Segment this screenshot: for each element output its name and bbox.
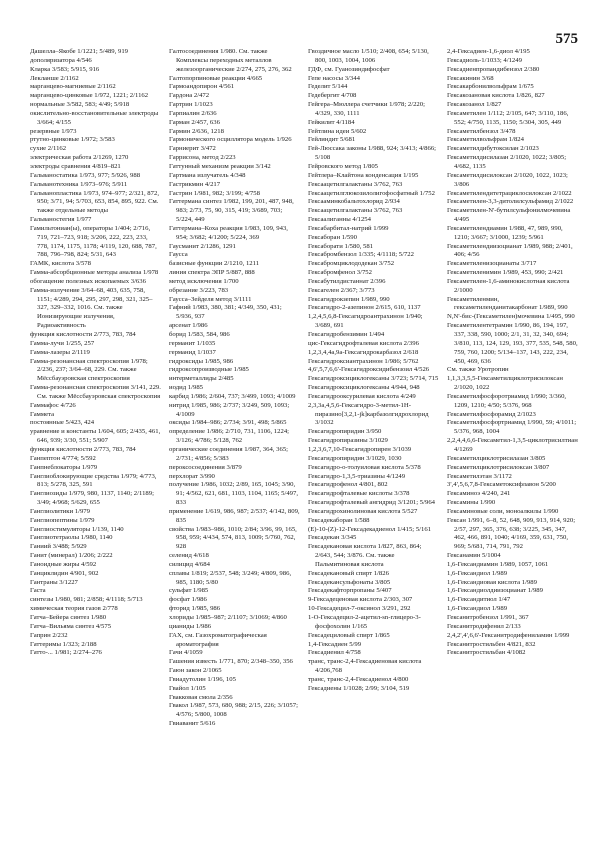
index-entry: сульфат 1/985 bbox=[169, 587, 209, 595]
index-entry: (E)-10-(Z)-12-Гексадекадиенол 1/415; 5/161 bbox=[308, 525, 432, 533]
index-entry: Ганпептон 4/774; 5/592 bbox=[30, 454, 96, 462]
index-entry: Гексагидропиридин 3/1029, 1030 bbox=[308, 454, 402, 462]
index-entry: Гексаметилен-N'-бутилсульфонилмочевина 4/495 bbox=[447, 207, 571, 224]
index-entry: Гейкилит 4/1184 bbox=[308, 118, 355, 126]
index-entry: Гейтлера–Клайтона конденсация 1/195 bbox=[308, 171, 419, 179]
index-entry: Гексаметилендитетрациклосилоксан 2/1022 bbox=[447, 189, 572, 197]
index-entry: Гексагидрооксурилевая кислота 4/249 bbox=[308, 392, 416, 400]
index-entry: линия спектра ЭПР 5/887, 888 bbox=[169, 269, 255, 277]
index-entry: Гексадекановая кислота 1/827, 863, 864; 2/643, 544; 3/876. См. также Пальмитиновая кислота bbox=[308, 543, 422, 568]
index-entry: Гаусса bbox=[169, 251, 188, 259]
index-entry: Гаттунный механизм реакции 3/142 bbox=[169, 162, 271, 170]
index-entry: гидроксиды 1/985, 986 bbox=[169, 357, 234, 365]
index-entry: Гексаметилциклотрисилазан 3/805 bbox=[447, 454, 546, 462]
index-entry: Гексаминовые соли, моноалкилы 1/990 bbox=[447, 507, 559, 515]
index-entry: Ганглиостимуляторы 1/139, 1140 bbox=[30, 525, 124, 533]
page-number: 575 bbox=[555, 31, 578, 47]
index-entry: Гексагидрокзепин 1/989, 990 bbox=[308, 295, 390, 303]
index-entry: оксиды 1/984–986; 2/734; 3/91, 498; 5/865 bbox=[169, 419, 287, 427]
index-entry: дополяризатора 4/546 bbox=[30, 56, 92, 64]
index-entry: нормальные 3/582, 583; 4/49; 5/918 bbox=[30, 101, 130, 109]
index-entry: Гексакозановая кислота 1/826, 827 bbox=[447, 92, 545, 100]
index-entry: Гартмана излучатель 4/348 bbox=[169, 171, 246, 179]
index-entry: Гамма-резонансная спектроскопия 1/978; 2/236, 237; 3/64–68, 229. См. также Мёссбауэровская спектроскопия bbox=[30, 357, 148, 383]
index-entry: перхлорат 3/990 bbox=[169, 472, 215, 480]
index-entry: применение 1/619, 986, 987; 2/537; 4/142, 809, 835 bbox=[169, 507, 300, 524]
index-entry: обогащение полезных ископаемых 3/636 bbox=[30, 277, 146, 285]
index-entry: Гатча–Бейера синтез 1/980 bbox=[30, 614, 107, 621]
index-entry: Гепе насосы 3/344 bbox=[308, 74, 360, 82]
index-entry: Гексаметилдисилоксан 2/1020, 1022, 1023; 3/806 bbox=[447, 171, 568, 188]
index-entry: фторид 1/985, 986 bbox=[169, 605, 221, 613]
index-columns bbox=[30, 48, 578, 838]
index-entry: германид 1/1037 bbox=[169, 348, 216, 356]
index-entry: Гвайол 1/105 bbox=[169, 684, 206, 692]
index-entry: марганцево-магниевые 2/1162 bbox=[30, 83, 116, 91]
index-entry: Гексадекан 3/345 bbox=[308, 534, 357, 542]
index-entry: цианиды 1/986 bbox=[169, 622, 212, 630]
index-entry: N,N'-бис-(Гексаметилен)мочевина 1/495, 990 bbox=[447, 313, 575, 321]
index-entry: 1,6-Гександиол 1/989 bbox=[447, 605, 508, 613]
index-entry: Гексабарбитал-натрий 1/999 bbox=[308, 224, 389, 232]
index-entry: Гейровского метод 1/805 bbox=[308, 162, 379, 170]
index-entry: Гармоандопирон 4/561 bbox=[169, 83, 235, 91]
index-entry: Ганглиоблокирующие средства 1/979; 4/773, 813; 5/278, 325, 591 bbox=[30, 472, 157, 489]
index-entry: Гаммета bbox=[30, 410, 55, 418]
index-entry: транс, транс-2,4-Гексадиенол 4/800 bbox=[308, 675, 409, 683]
index-entry: Гексагидропиридин 3/950 bbox=[308, 428, 382, 436]
index-entry: транс, транс-2,4-Гексадиеновая кислота 4/206,768 bbox=[308, 658, 422, 675]
index-entry: Гвакковая смола 2/356 bbox=[169, 693, 233, 701]
index-entry: Гексаацетилглюкозилолигофосфатный 1/752 bbox=[308, 189, 435, 197]
index-entry: функция кислотности 2/773, 783, 784 bbox=[30, 445, 136, 453]
index-entry: Гей-Люссака законы 1/988, 924; 3/413; 4/866; 5/108 bbox=[308, 145, 437, 162]
index-entry: Гексамины 1/990 bbox=[447, 499, 496, 507]
index-entry: Гексабромфенол 3/752 bbox=[308, 269, 372, 277]
index-entry: метод исключения 1/700 bbox=[169, 277, 239, 285]
index-entry: Гвиаванит 5/616 bbox=[169, 720, 216, 728]
index-entry: Гантраны 3/1227 bbox=[30, 578, 78, 586]
index-entry: Галтопорпиновые реакции 4/665 bbox=[169, 74, 263, 82]
index-entry: Гексаминоэ 4/240, 241 bbox=[447, 490, 511, 498]
index-entry: получение 1/986, 1032; 2/89, 165, 1045; 3/90, 91; 4/562, 621, 681, 1103, 1104, 1165; 5/497, 833 bbox=[169, 481, 299, 507]
index-entry: Ганглиолитики 1/979 bbox=[30, 507, 90, 515]
index-entry: Гексакинин 3/68 bbox=[447, 74, 494, 82]
index-entry: Гексаметиленмин, гексаметиленданитакарбонат 1/989, 990 bbox=[447, 295, 568, 312]
index-entry: Гексадекафторпропаны 5/407 bbox=[308, 587, 392, 595]
index-entry: Гексагидрофенол 4/801, 802 bbox=[308, 481, 388, 489]
index-entry: Гамма-резонансная спектроскопия 3/141, 229. См. также Мёссбауэровская спектроскопия bbox=[30, 384, 161, 400]
index-entry: химическая теория газов 2/778 bbox=[30, 605, 118, 613]
index-column bbox=[447, 48, 578, 838]
index-entry: Гексагидрохинолиновая кислота 5/527 bbox=[308, 507, 418, 515]
index-entry: Гексанитродифенил 2/133 bbox=[447, 622, 521, 630]
index-entry: Ганциклидин 4/901, 902 bbox=[30, 569, 99, 577]
index-entry: 4,6',5,7,6,6'-Гексагидроксидибензоил 4/526 bbox=[308, 366, 430, 374]
index-entry: Гармонического осциллятора модель 1/926 bbox=[169, 136, 292, 144]
index-entry: Гатто-... 1/981; 2/274–276 bbox=[30, 649, 102, 657]
index-entry: Гексагидроксиантрахинон 1/986; 5/762 bbox=[308, 357, 419, 365]
index-entry: Гексааминкобальтохлорид 2/934 bbox=[308, 198, 400, 206]
index-entry: Гедебергит 4/708 bbox=[308, 92, 357, 100]
index-entry: обрезание 3/223, 783 bbox=[169, 286, 229, 294]
index-entry: Гальваностатика 1/973, 977; 5/926, 988 bbox=[30, 171, 141, 179]
index-entry: Гальванотехника 1/973–976; 5/911 bbox=[30, 180, 128, 188]
index-entry: Гаюн закон 2/1065 bbox=[169, 667, 222, 675]
index-entry: См. также Уротропин bbox=[447, 366, 509, 374]
index-entry: Гексагидробензимин 1/494 bbox=[308, 331, 385, 338]
index-entry: функция кислотности 2/773, 783, 784 bbox=[30, 331, 136, 338]
index-entry: Гексадекановый спирт 1/826 bbox=[308, 569, 389, 577]
index-entry: ртутно-цинковые 1/972; 3/583 bbox=[30, 136, 115, 144]
index-entry: Гексанитростильбан 4/1082 bbox=[447, 649, 526, 657]
index-entry: 1,6-Гександитиол 1/47 bbox=[447, 596, 511, 604]
index-entry: 1,2,4,5,6,8-Гексагидроантрахинон 1/940; 3/689, 691 bbox=[308, 313, 423, 330]
index-column bbox=[30, 48, 161, 838]
index-entry: резервные 1/973 bbox=[30, 127, 77, 135]
index-entry: Гаттеримы 1/323; 2/188 bbox=[30, 640, 97, 648]
index-entry: 1,2,3,6,7,10-Гексагидропирен 3/1039 bbox=[308, 445, 412, 453]
index-entry: фосфат 1/986 bbox=[169, 596, 207, 604]
index-entry: марганцево-цинковые 1/972, 1221; 2/1162 bbox=[30, 92, 149, 100]
index-entry: ГАМК, кислота 3/578 bbox=[30, 260, 91, 268]
index-entry: Галтосоединения 1/980. См. также Комплексы переходных металлов железоорганические 2/274, 275, 276, 362 bbox=[169, 48, 292, 73]
index-entry: Гексагидро-о-толуиловая кислота 5/378 bbox=[308, 463, 421, 471]
index-entry: Гвакол 1/987, 573, 680, 988; 2/15, 226; 3/1057; 4/576; 5/800, 1008 bbox=[169, 702, 298, 719]
index-entry: Гексагидро-2-азепинон 2/615, 610, 1137 bbox=[308, 304, 421, 312]
index-entry: Гексагидроксициклогексаны 4/944, 948 bbox=[308, 384, 420, 392]
index-entry: Гамма-излучение 3/64–68, 403, 635, 758, 1151; 4/289, 294, 295, 297, 298, 321, 325–327, 329–332, 1016. См. также Ионизирующие излучения, Радиоактивность bbox=[30, 286, 153, 330]
index-entry: Гафний 1/983, 380, 381; 4/349, 350, 431; 5/936, 937 bbox=[169, 304, 282, 321]
index-entry: 1-О-Гексадецил-2-ацетил-sn-глицеро-3-фосфохолин 1/165 bbox=[308, 614, 421, 630]
index-entry: Гексаметилфосфортриамид 1/990, 59; 4/1011; 5/376, 968, 1004 bbox=[447, 419, 577, 436]
index-entry: Гексадекаборан 1/588 bbox=[308, 516, 370, 524]
index-entry: Гатча–Вильяма синтез 4/575 bbox=[30, 622, 112, 630]
index-entry: Гексаметилентетрамин 1/990, 86, 194, 197, 337, 338, 590, 1000; 2/1, 31, 32, 340, 694; 3/810, 113, 124, 129, 193, 377, 535, 548, 580, 759, 760, 1200; 5/134–137, 143, 222, 234, 450, 469, 636 bbox=[447, 322, 578, 365]
index-entry: Гексаметилдисилазан 2/1020, 1022; 3/805; 4/682, 1135 bbox=[447, 154, 567, 170]
index-entry: Гексаметилен-1,6-аминокислотная кислота 2/1000 bbox=[447, 277, 570, 294]
index-entry: определение 1/986; 2/710, 731, 1106, 1224; 3/126; 4/786; 5/128, 762 bbox=[169, 428, 290, 445]
index-entry: Гейгера–Мюллера счетчики 1/978; 2/220; 4/329, 330, 1111 bbox=[308, 101, 425, 117]
index-entry: Гексаметилбензол 3/478 bbox=[447, 127, 516, 135]
index-entry: Гексакарбонилвольфрам 1/675 bbox=[447, 83, 534, 91]
index-entry: 2,3,3a,4,5,6-Гексагидро-3-метил-1Н-пиразино[3,2,1-jk]карбазолгидрохлорид 3/1032 bbox=[308, 401, 429, 427]
index-entry: германит 1/1035 bbox=[169, 339, 216, 347]
index-entry: окислительно-восстановительные электроды 3/664; 4/155 bbox=[30, 109, 159, 126]
index-entry: Гарниерит 3/472 bbox=[169, 145, 216, 153]
index-entry: Гексаацетилгалактаны 3/762, 763 bbox=[308, 180, 403, 188]
index-column bbox=[308, 48, 439, 838]
index-entry: Гексагидро-1,3,5-триазины 4/1249 bbox=[308, 472, 406, 480]
index-entry: Гастрикмин 4/217 bbox=[169, 180, 221, 188]
index-entry: Ганглиозиды 1/979, 980, 1137, 1140; 2/1189; 3/49; 4/968; 5/629, 655 bbox=[30, 490, 154, 507]
index-entry: Гексадиены 1/1028; 2/99; 3/104, 519 bbox=[308, 684, 410, 692]
index-entry: Гаррисона, метод 2/223 bbox=[169, 154, 236, 162]
index-column bbox=[169, 48, 300, 838]
index-entry: постоянные 5/423, 424 bbox=[30, 419, 95, 427]
index-entry: интерметаллиды 2/485 bbox=[169, 375, 234, 383]
index-entry: Ганоидные жиры 4/592 bbox=[30, 560, 97, 568]
index-entry: селенид 4/618 bbox=[169, 552, 209, 560]
index-entry: 1,6-Гександиамин 1/989, 1057, 1061 bbox=[447, 560, 549, 568]
index-entry: Гексанитростильбен 4/821, 832 bbox=[447, 640, 536, 648]
index-entry: 3',4',5,6,7,8-Гексаметоксифлавон 5/200 bbox=[447, 481, 556, 489]
index-entry: Гексаметилвольфрам 1/824 bbox=[447, 136, 524, 144]
index-entry: синтезы 1/980, 981; 2/858; 4/1118; 5/713 bbox=[30, 596, 143, 604]
index-entry: Гексабутилдистаннат 2/396 bbox=[308, 277, 386, 285]
index-entry: Гексаметилен 1/112; 2/105, 647; 3/110, 186, 552; 4/750, 1135, 1150; 5/304, 305, 449 bbox=[447, 109, 569, 126]
index-entry: Гексаметилдибутоксилан 2/1023 bbox=[447, 145, 539, 153]
index-entry: 2,4,2',4',6,6'-Гексанитродифениламин 1/999 bbox=[447, 631, 570, 639]
index-entry: 1,2,3,4,4a,9a-Гексагидрокарбазол 2/618 bbox=[308, 348, 419, 356]
index-entry: Гашения известь 1/771, 870; 2/348–350, 356 bbox=[169, 658, 293, 666]
index-entry: 9-Гексадеценовая кислота 2/303, 307 bbox=[308, 596, 413, 604]
index-entry: Гексабромбензол 1/335; 4/1118; 5/722 bbox=[308, 251, 414, 259]
index-entry: уравнение и константы 1/604, 605; 2/435, 461, 646, 939; 3/30, 551; 5/907 bbox=[30, 428, 161, 445]
index-entry: Гексагидроксициклогексаны 3/723; 5/714, 715 bbox=[308, 375, 439, 383]
index-entry: арсенат 1/986 bbox=[169, 322, 208, 330]
index-entry: Гексанамин 5/1004 bbox=[447, 552, 501, 560]
index-entry: Ганиий 3/488; 5/929 bbox=[30, 543, 87, 551]
index-entry: Гексагидропиразины 3/1029 bbox=[308, 437, 388, 445]
index-entry: Гексаметилфосфоротриамид 1/990; 3/360, 1209, 1210; 4/50; 5/376, 968 bbox=[447, 392, 567, 409]
index-entry: Гаттермана–Коха реакция 1/983, 109, 943, 954; 3/682; 4/1200; 5/224, 369 bbox=[169, 224, 288, 241]
index-entry: Гексаметиленимин 1/989, 453, 990; 2/421 bbox=[447, 269, 564, 277]
index-entry: Гартрин 1/1023 bbox=[169, 101, 213, 109]
index-entry: Гексадекансульфонаты 3/805 bbox=[308, 578, 391, 586]
index-entry: гидроксопроизводные 1/985 bbox=[169, 366, 249, 374]
index-entry: Гексаметилендиизоцианат 1/989, 988; 2/401, 406; 4/56 bbox=[447, 242, 573, 259]
index-entry: органические соединения 1/987, 364, 365; 2/731; 4/856; 5/383 bbox=[169, 445, 289, 462]
index-entry: Гексаметилфосфорамид 2/1023 bbox=[447, 410, 536, 418]
index-entry: сплавы 1/819; 2/537, 548; 3/249; 4/809, 986, 985, 1180; 5/80 bbox=[169, 569, 292, 586]
index-entry: Гексадециловый спирт 1/865 bbox=[308, 631, 390, 639]
index-entry: 1,6-Гександиовая кислота 1/989 bbox=[447, 578, 537, 586]
index-entry: Гексагелен 2/367; 3/773 bbox=[308, 286, 375, 294]
index-entry: ГДФ, см. Гуанозиндифосфат bbox=[308, 65, 390, 73]
index-entry: Гексаметилен-3,3-дитолилсульфамид 2/1022 bbox=[447, 198, 574, 206]
index-entry: 2,4-Гексадиен-1,6-диол 4/195 bbox=[447, 48, 530, 55]
index-entry: Гачи 4/1059 bbox=[169, 649, 203, 657]
index-entry: Гексаметилэтан 3/1172 bbox=[447, 472, 512, 480]
index-entry: Гармин 2/636, 1218 bbox=[169, 127, 224, 135]
index-entry: Гексагидрофталевый ангидрид 3/1201; 5/964 bbox=[308, 499, 436, 507]
index-entry: 1,6-Гександиолдиизоцианат 1/989 bbox=[447, 587, 543, 595]
index-entry: Гексаборан 1/590 bbox=[308, 233, 357, 241]
index-entry: Гексадиенил 4/758 bbox=[308, 649, 361, 657]
index-entry: Кларка 3/583; 5/915, 916 bbox=[30, 65, 100, 73]
index-entry: пероксосоединения 3/879 bbox=[169, 463, 242, 471]
index-entry: Ганит (минерал) 1/206; 2/222 bbox=[30, 552, 113, 560]
index-entry: Гаммафос 4/726 bbox=[30, 401, 76, 409]
index-entry: Ганпнеблокаторы 1/979 bbox=[30, 463, 98, 471]
index-entry: Гексанитробензол 1/991, 367 bbox=[447, 614, 529, 621]
index-entry: Гаусманит 2/1286, 1291 bbox=[169, 242, 236, 250]
index-entry: 1,4-Гексадиен 5/99 bbox=[308, 640, 362, 648]
index-entry: 1,1,3,3,5,5-Гексаметилциклотрисилоксан 2/1020, 1022 bbox=[447, 375, 563, 392]
index-entry: Гардона 2/472 bbox=[169, 92, 210, 100]
index-entry: Гексаметилендиамин 1/988, 47, 989, 990, 1210; 3/667; 3/1000, 1239; 5/961 bbox=[447, 224, 563, 241]
index-entry: борид 1/583, 584, 986 bbox=[169, 331, 230, 338]
index-entry: Гексадиоль-1/1033; 4/1249 bbox=[447, 56, 522, 64]
index-entry: Гамма-лучи 1/255, 257 bbox=[30, 339, 95, 347]
index-entry: цис-Гексагидрофталевая кислота 2/396 bbox=[308, 339, 419, 347]
index-entry: электроды сравнения 4/819–821 bbox=[30, 162, 121, 170]
index-entry: хлориды 1/985–987; 2/1107; 3/1069; 4/860 bbox=[169, 614, 287, 621]
index-entry: Гальваностегия 1/977 bbox=[30, 216, 92, 224]
index-entry: Гексадиенпропандибензол 2/380 bbox=[447, 65, 540, 73]
index-entry: силицид 4/684 bbox=[169, 560, 210, 568]
index-entry: сухие 2/1162 bbox=[30, 145, 67, 153]
index-entry: Гамма-абсорбционные методы анализа 1/978 bbox=[30, 269, 159, 277]
index-entry: Гексаметиленизоцианаты 3/717 bbox=[447, 260, 537, 268]
index-entry: Гексан 1/991, 6–8, 52, 648, 909, 913, 914, 920; 2/57, 297, 365, 376, 638; 3/225, 345, 347, 462, 466, 891, 1040; 4/169, 359, 631, 750, 969; 5/681, 714, 791, 792 bbox=[447, 516, 576, 551]
index-entry: Гексаалиганны 4/1254 bbox=[308, 216, 371, 224]
index-entry: Гексаметилциклотрисилоксан 3/807 bbox=[447, 463, 550, 471]
index-entry: электрическая работа 2/1269, 1270 bbox=[30, 154, 129, 162]
index-entry: Гексагидрофталевые кислоты 3/378 bbox=[308, 490, 410, 498]
index-entry: базисные функции 2/1210, 1211 bbox=[169, 260, 260, 268]
index-entry: Гамильтониан(ы), операторы 1/404; 2/716, 719, 721–723, 918; 3/206, 222, 223, 233, 778, 1174, 1175, 1178; 4/119, 120, 688, 787, 788, 796–798, 824; 5/31, 643 bbox=[30, 224, 157, 259]
index-entry: Гейлиндит 5/681 bbox=[308, 136, 356, 144]
index-entry: 1,6-Гександиол 1/989 bbox=[447, 569, 508, 577]
index-entry: Гексаацетилгалактаны 3/762, 763 bbox=[308, 207, 403, 215]
index-entry: Гамма-лазеры 2/1119 bbox=[30, 348, 90, 356]
index-entry: ГАХ, см. Газохроматографическая ароматография bbox=[169, 631, 267, 648]
index-entry: Гвоздичное масло 1/510; 2/408, 654; 5/130, 800, 1003, 1004, 1006 bbox=[308, 48, 429, 64]
index-entry: нитрид 1/985, 986; 2/737; 3/249, 509, 1093; 4/1009 bbox=[169, 401, 290, 418]
index-entry: иодид 1/985 bbox=[169, 384, 204, 392]
index-entry: Гексаборати 1/580, 581 bbox=[308, 242, 374, 250]
index-entry: Гексакозанол 1/827 bbox=[447, 101, 502, 109]
index-entry: Гарман 2/457, 636 bbox=[169, 118, 220, 126]
index-entry: Дашелла–Якобе 1/1221; 5/489, 919 bbox=[30, 48, 129, 55]
index-entry: Гарпиалин 2/636 bbox=[169, 109, 217, 117]
index-entry: Гальванопластика 1/973, 974–977; 2/321, 872, 950; 3/71, 94; 5/703, 653, 854, 895, 922. См. также отдельные методы bbox=[30, 189, 160, 215]
index-entry: Ганглиотетраолы 1/980, 1140 bbox=[30, 534, 113, 542]
index-entry: Гаприн 2/232 bbox=[30, 631, 68, 639]
index-entry: Гвиадутолин 1/196, 105 bbox=[169, 675, 236, 683]
index-entry: Гаусса–Зейделя метод 3/1111 bbox=[169, 295, 252, 303]
index-entry: Гаттермана синтез 1/982, 199, 201, 487, 948, 983; 2/73, 75, 90, 315, 419; 3/689, 703; 5/224, 449 bbox=[169, 198, 294, 224]
index-entry: Гейтлина идеи 5/602 bbox=[308, 127, 367, 135]
index-entry: Гексабромциклододекан 3/752 bbox=[308, 260, 395, 268]
index-entry: свойства 1/983–986, 1010; 2/84; 3/96, 99, 165, 958, 959; 4/434, 574, 813, 1009; 5/760, 762, 928 bbox=[169, 525, 297, 551]
index-entry: Гаста bbox=[30, 587, 46, 595]
index-entry: Ганглиопептины 1/979 bbox=[30, 516, 95, 524]
index-entry: Геделит 5/144 bbox=[308, 83, 348, 91]
index-entry: Лекланше 2/1162 bbox=[30, 74, 79, 82]
index-entry: 10-Гексадецил-7-оксинол 3/291, 292 bbox=[308, 605, 411, 613]
index-entry: Гастрин 1/981, 982; 3/199; 4/758 bbox=[169, 189, 260, 197]
index-entry: карбид 1/986; 2/604, 737; 3/499, 1093; 4/1009 bbox=[169, 392, 296, 400]
index-entry: 2,2,4,4,6,6-Гексаметил-1,3,5-циклотрисилтиан 4/1269 bbox=[447, 437, 578, 453]
